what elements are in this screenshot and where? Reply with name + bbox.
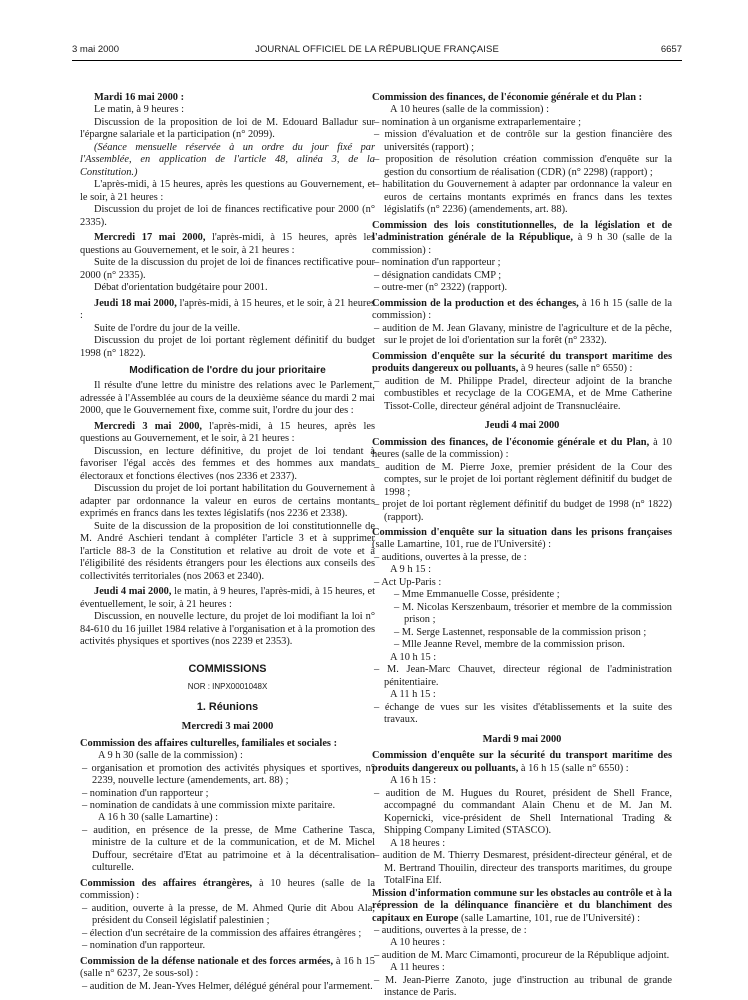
list-item: – audition de M. Philippe Pradel, directeur adjoint de la branche combustibles et recyclage de la COGEMA, et de Mme Catherine Tissot-Colle, directeur général adjoint de Transnucléaire.: [374, 375, 672, 412]
list-item: – audition de M. Jean-Yves Helmer, délégué général pour l'armement.: [82, 980, 373, 992]
paragraph: Discussion, en nouvelle lecture, du projet de loi modifiant la loi n° 84-610 du 16 juillet 1984 relative à l'organisation et à la promotion des activités physiques et sportives (nos 2239 et 2353).: [80, 611, 375, 648]
list-item: – outre-mer (n° 2322) (rapport).: [374, 282, 508, 294]
commission-name: Commission des affaires étrangères, à 10 heures (salle de la commission) :: [80, 877, 375, 902]
paragraph: L'après-midi, à 15 heures, après les questions au Gouvernement, et le soir, à 21 heures :: [80, 179, 375, 203]
list-item: – désignation candidats CMP ;: [374, 269, 502, 281]
paragraph: Suite de la discussion du projet de loi de finances rectificative pour 2000 (n° 2335).: [80, 257, 375, 281]
paragraph: Discussion du projet de loi portant règlement définitif du budget 1998 (n° 1822).: [80, 335, 375, 359]
paragraph: Discussion du projet de loi de finances rectificative pour 2000 (n° 2335).: [80, 204, 375, 228]
list-item: – M. Jean-Marc Chauvet, directeur régional de l'administration pénitentiaire.: [374, 664, 672, 688]
paragraph: Suite de l'ordre du jour de la veille.: [94, 322, 241, 334]
commission-name: Commission d'enquête sur la sécurité du transport maritime des produits dangereux ou polluants, à 16 h 15 (salle n° 6550) :: [372, 750, 672, 774]
date-heading: Mardi 9 mai 2000: [482, 733, 562, 745]
date-heading: Mercredi 3 mai 2000: [181, 721, 274, 733]
paragraph: Mercredi 3 mai 2000, l'après-midi, à 15 heures, après les questions au Gouvernement, et le soir, à 21 heures :: [80, 420, 376, 445]
list-item: – échange de vues sur les visites d'établissements et la suite des travaux.: [374, 701, 672, 726]
list-item: – audition, en présence de la presse, de Mme Catherine Tasca, ministre de la culture et de la communication, et de M. Michel Duffour, secrétaire d'Etat au patrimoine et à la décentralisation culturelle.: [82, 824, 375, 874]
list-item: – audition de M. Jean Glavany, ministre de l'agriculture et de la pêche, sur le projet de loi d'orientation sur la forêt (n° 2332).: [374, 322, 672, 347]
commission-name: Commission d'enquête sur la situation dans les prisons françaises (salle Lamartine, 101, rue de l'Université) :: [372, 526, 672, 551]
list-item: – audition de M. Pierre Joxe, premier président de la Cour des comptes, sur le projet de loi portant règlement définitif du budget de 1998 ;: [374, 461, 672, 498]
commission-name: Commission de la production et des échanges, à 16 h 15 (salle de la commission) :: [372, 297, 672, 322]
paragraph: Le matin, à 9 heures :: [94, 104, 185, 116]
list-item: – audition de M. Marc Cimamonti, procureur de la République adjoint.: [374, 949, 670, 961]
list-item: – audition de M. Hugues du Rouret, président de Shell France, accompagné du commandant Alain Chenu et de M. Jan M. Kopernicki, vice-président de Shell International Trading & Shipping Company Limited (STASCO).: [374, 787, 672, 837]
list-item: – M. Jean-Pierre Zanoto, juge d'instruction au tribunal de grande instance de Paris.: [374, 974, 672, 999]
list-item: – nomination à un organisme extraparlementaire ;: [374, 116, 581, 128]
paragraph: Discussion de la proposition de loi de M. Edouard Balladur sur l'épargne salariale et la participation (n° 2099).: [80, 116, 375, 141]
list-item: – habilitation du Gouvernement à adapter par ordonnance la valeur en euros de certains montants exprimés en francs dans les textes législatifs (n° 2236) (amendements, art. 88).: [374, 179, 672, 216]
paragraph: Suite de la discussion de la proposition de loi constitutionnelle de M. André Aschieri tendant à compléter l'article 3 et à supprimer l'article 88-3 de la Constitution et relative au droit de vote et à l'éligibilité des résidents étrangers pour les élections aux conseils des collectivités territoriales (nos 2063 et 2340).: [80, 520, 375, 582]
left-column: [80, 92, 375, 993]
commission-name: Commission d'enquête sur la sécurité du transport maritime des produits dangereux ou polluants, à 9 heures (salle n° 6550) :: [372, 350, 672, 375]
paragraph: Discussion du projet de loi portant habilitation du Gouvernement à adapter par ordonnance la valeur en euros de certains montants exprimés en francs dans les textes législatifs (nos 2236 et 2338).: [80, 483, 375, 520]
commission-name: Commission des affaires culturelles, familiales et sociales :: [80, 737, 338, 749]
list-item: – M. Serge Lastennet, responsable de la commission prison ;: [394, 626, 647, 638]
commission-name: Commission des finances, de l'économie générale et du Plan :: [372, 92, 643, 103]
commissions-heading: COMMISSIONS: [188, 662, 267, 675]
right-column: [372, 92, 672, 1000]
list-item: – M. Nicolas Kerszenbaum, trésorier et membre de la commission prison ;: [394, 601, 672, 626]
paragraph: (Séance mensuelle réservée à un ordre du jour fixé par l'Assemblée, en application de l'article 48, alinéa 3, de la Constitution.): [80, 141, 375, 178]
list-item: – élection d'un secrétaire de la commission des affaires étrangères ;: [82, 927, 362, 939]
time-line: A 11 heures :: [390, 962, 445, 974]
time-line: A 9 h 15 :: [390, 564, 431, 576]
list-item: – organisation et promotion des activités physiques et sportives, n° 2239, nouvelle lecture (amendements, art. 88) ;: [82, 762, 375, 787]
paragraph: Discussion, en lecture définitive, du projet de loi tendant à favoriser l'égal accès des femmes et des hommes aux mandats électoraux et fonctions électives (nos 2336 et 2337).: [80, 445, 375, 482]
list-item: – Mlle Jeanne Revel, membre de la commission prison.: [394, 639, 625, 651]
list-item: – nomination d'un rapporteur ;: [374, 257, 501, 269]
list-item: – auditions, ouvertes à la presse, de :: [374, 925, 527, 936]
commission-name: Commission des lois constitutionnelles, de la législation et de l'administration générale de la République, à 9 h 30 (salle de la commission) :: [372, 219, 672, 256]
page-header: [72, 44, 682, 58]
time-line: A 11 h 15 :: [390, 689, 436, 701]
list-item: – auditions, ouvertes à la presse, de :: [374, 551, 527, 563]
list-item: – nomination de candidats à une commission mixte paritaire.: [82, 799, 336, 811]
list-item: – audition, ouverte à la presse, de M. Ahmed Qurie dit Abou Ala, président du Conseil législatif palestinien ;: [82, 902, 375, 927]
list-item: – nomination d'un rapporteur.: [82, 940, 206, 952]
date-heading: Mardi 16 mai 2000 :: [94, 92, 185, 103]
time-line: A 16 h 30 (salle Lamartine) :: [98, 812, 219, 824]
list-item: – proposition de résolution création commission d'enquête sur la gestion du consortium de réalisation (CDR) (n° 2298) (rapport) ;: [374, 154, 672, 178]
page-number: 6657: [660, 44, 682, 55]
header-rule: [72, 60, 682, 61]
nor-reference: NOR : INPX0001048X: [187, 681, 268, 691]
paragraph: Débat d'orientation budgétaire pour 2001.: [94, 282, 268, 294]
paragraph: Mercredi 17 mai 2000, l'après-midi, à 15 heures, après les questions au Gouvernement, et le soir, à 21 heures :: [80, 232, 375, 256]
list-item: – nomination d'un rapporteur ;: [82, 787, 209, 799]
time-line: A 10 h 15 :: [390, 651, 437, 663]
paragraph: Il résulte d'une lettre du ministre des relations avec le Parlement, adressée à l'Assemblée au cours de la deuxième séance du mardi 2 mai 2000, que le Gouvernement fixe, comme suit, l'ordre du jour des :: [80, 380, 375, 417]
subsection-heading: 1. Réunions: [196, 701, 259, 714]
journal-title: JOURNAL OFFICIEL DE LA RÉPUBLIQUE FRANÇAISE: [255, 44, 499, 55]
time-line: A 16 h 15 :: [390, 775, 437, 787]
date-heading: Jeudi 4 mai 2000: [484, 420, 560, 432]
list-item: – audition de M. Thierry Desmarest, président-directeur général, et de M. Bertrand Thouilin, directeur des transports maritimes, du groupe TotalFina Elf.: [374, 850, 672, 887]
paragraph: Jeudi 18 mai 2000, l'après-midi, à 15 heures, et le soir, à 21 heures :: [80, 297, 376, 322]
time-line: A 10 heures :: [390, 937, 446, 949]
list-item: – Mme Emmanuelle Cosse, présidente ;: [394, 589, 560, 601]
section-heading: Modification de l'ordre du jour prioritaire: [129, 365, 326, 377]
commission-name: Mission d'information commune sur les obstacles au contrôle et à la répression de la délinquance financière et du blanchiment des capitaux en Europe (salle Lamartine, 101, rue de l'Université) :: [372, 887, 672, 924]
paragraph: Jeudi 4 mai 2000, le matin, à 9 heures, l'après-midi, à 15 heures, et éventuellement, le soir, à 21 heures :: [80, 586, 375, 610]
time-line: A 10 heures (salle de la commission) :: [390, 104, 549, 116]
list-item: – Act Up-Paris :: [374, 576, 442, 588]
time-line: A 18 heures :: [390, 837, 446, 849]
commission-name: Commission des finances, de l'économie générale et du Plan, à 10 heures (salle de la commission) :: [372, 436, 672, 461]
header-date: 3 mai 2000: [72, 44, 120, 55]
list-item: – mission d'évaluation et de contrôle sur la gestion financière des universités (rapport) ;: [374, 129, 672, 153]
time-line: A 9 h 30 (salle de la commission) :: [98, 750, 243, 762]
list-item: – projet de loi portant règlement définitif du budget de 1998 (n° 1822) (rapport).: [374, 499, 672, 523]
commission-name: Commission de la défense nationale et des forces armées, à 16 h 15 (salle n° 6237, 2e sous-sol) :: [80, 955, 375, 980]
